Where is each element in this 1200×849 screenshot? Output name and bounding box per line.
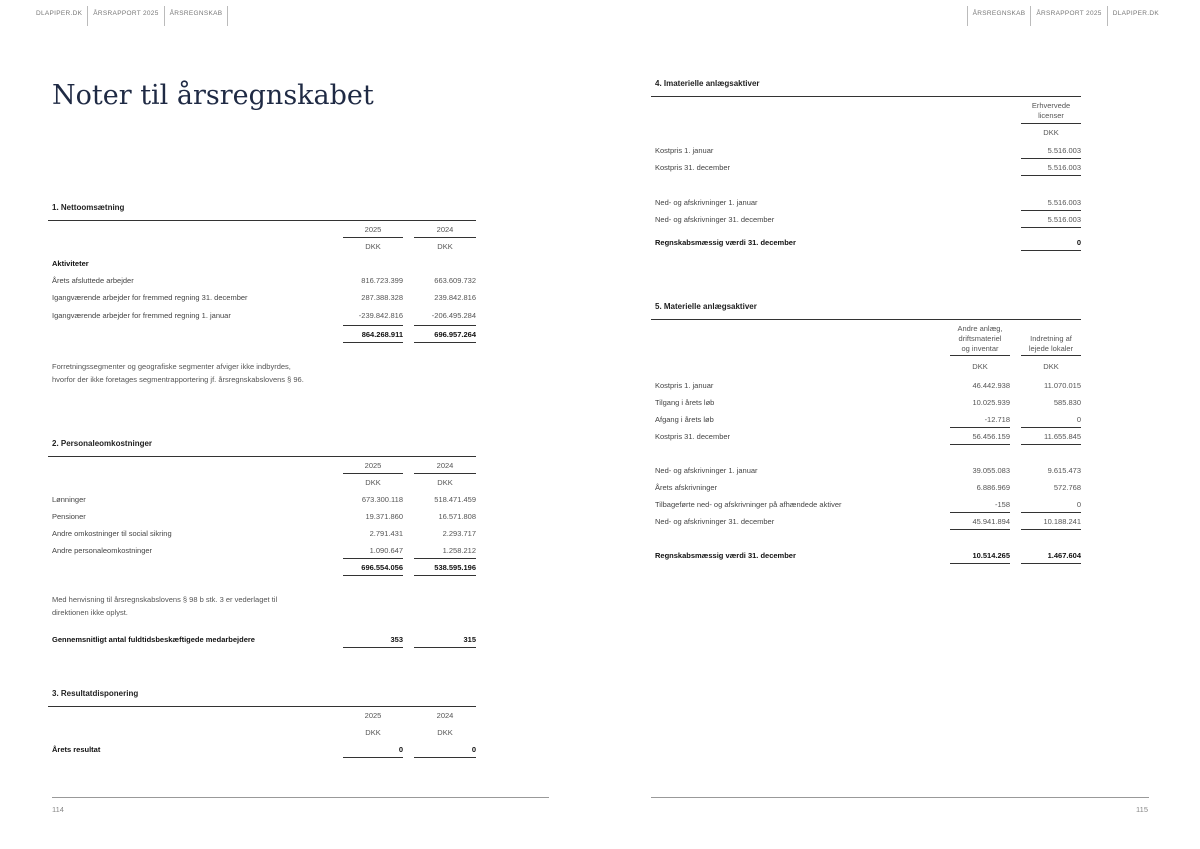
value: 5.516.003 xyxy=(1021,211,1081,228)
group-label: Aktiviteter xyxy=(52,259,89,268)
value: 5.516.003 xyxy=(1021,142,1081,159)
year-header: 2024 xyxy=(436,711,454,720)
note-4-section xyxy=(651,77,1081,251)
total-row xyxy=(48,326,476,343)
value-2025: 673.300.118 xyxy=(361,495,403,504)
row-label: Årets resultat xyxy=(52,745,101,754)
column-header-line: lejede lokaler xyxy=(1028,344,1074,353)
note-2-text xyxy=(52,593,277,619)
spacer-row xyxy=(651,445,1081,462)
spacer-row xyxy=(651,176,1081,194)
column-header xyxy=(950,320,1010,356)
note-1-section xyxy=(48,201,476,343)
row-label: Andre personaleomkostninger xyxy=(52,546,153,555)
value-col1: -12.718 xyxy=(950,411,1010,428)
table-row xyxy=(48,272,476,289)
total-2025: 864.268.911 xyxy=(343,326,403,343)
column-header-line: Andre anlæg, xyxy=(957,324,1003,333)
value-2025: 19.371.860 xyxy=(365,512,403,521)
table-row xyxy=(651,377,1081,394)
value-2025: 2.791.431 xyxy=(369,529,403,538)
group-row xyxy=(48,255,476,272)
table-row xyxy=(651,462,1081,479)
text-line: direktionen ikke oplyst. xyxy=(52,608,128,617)
note-title: 3. Resultatdisponering xyxy=(52,689,139,698)
value-2024: 1.258.212 xyxy=(414,542,476,559)
row-label: Årets afsluttede arbejder xyxy=(52,276,134,285)
row-label: Kostpris 1. januar xyxy=(655,381,714,390)
value-col1: 39.055.083 xyxy=(972,466,1010,475)
footer-divider xyxy=(52,797,549,798)
header-site-link[interactable]: DLAPIPER.DK xyxy=(32,6,88,26)
table-row xyxy=(48,508,476,525)
header-report-label: ÅRSRAPPORT 2025 xyxy=(88,6,164,26)
year-header: 2024 xyxy=(414,221,476,238)
row-label: Ned- og afskrivninger 1. januar xyxy=(655,198,758,207)
value-2024: 0 xyxy=(414,741,476,758)
row-label: Årets afskrivninger xyxy=(655,483,718,492)
table-row xyxy=(651,513,1081,530)
value-2024: 2.293.717 xyxy=(442,529,476,538)
header-section-label: ÅRSREGNSKAB xyxy=(165,6,229,26)
row-label: Ned- og afskrivninger 31. december xyxy=(655,517,775,526)
row-label: Afgang i årets løb xyxy=(655,415,714,424)
year-header: 2025 xyxy=(364,711,382,720)
row-label: Regnskabsmæssig værdi 31. december xyxy=(655,551,796,560)
header-breadcrumb-left xyxy=(32,6,228,26)
value-col2: 11.655.845 xyxy=(1021,428,1081,445)
value-2024: -206.495.284 xyxy=(414,306,476,326)
value-col1: 6.886.969 xyxy=(976,483,1010,492)
employees-row-wrap xyxy=(48,631,476,648)
value-col1: 56.456.159 xyxy=(950,428,1010,445)
note-5-table xyxy=(651,319,1081,564)
text-line: hvorfor der ikke foretages segmentrapportering jf. årsregnskabslovens § 96. xyxy=(52,375,304,384)
row-label: Kostpris 31. december xyxy=(655,432,731,441)
unit-label: DKK xyxy=(437,478,453,487)
row-label: Gennemsnitligt antal fuldtidsbeskæftigede medarbejdere xyxy=(52,635,255,644)
value-2024: 518.471.459 xyxy=(434,495,476,504)
page-number-left: 114 xyxy=(52,805,64,814)
page-title: Noter til årsregnskabet xyxy=(52,80,374,111)
table-row xyxy=(651,496,1081,513)
book-value-row xyxy=(651,228,1081,251)
book-value-row xyxy=(651,547,1081,564)
row-label: Pensioner xyxy=(52,512,86,521)
unit-row xyxy=(651,124,1081,142)
value-col2: 0 xyxy=(1021,496,1081,513)
value-col1: 10.514.265 xyxy=(950,547,1010,564)
column-header-line: licenser xyxy=(1038,111,1064,120)
unit-row xyxy=(48,238,476,255)
employees-row xyxy=(48,631,476,648)
table-row xyxy=(48,491,476,508)
total-row xyxy=(48,559,476,576)
column-header-line: driftsmateriel xyxy=(958,334,1002,343)
note-4-table xyxy=(651,96,1081,251)
unit-label: DKK xyxy=(972,362,988,371)
value-col1: 10.025.939 xyxy=(972,398,1010,407)
column-header xyxy=(1021,97,1081,124)
header-report-label: ÅRSRAPPORT 2025 xyxy=(1031,6,1107,26)
value-col2: 0 xyxy=(1021,411,1081,428)
unit-label: DKK xyxy=(437,242,453,251)
value: 0 xyxy=(1021,228,1081,251)
total-2024: 538.595.196 xyxy=(414,559,476,576)
note-title: 5. Materielle anlægsaktiver xyxy=(655,302,757,311)
table-row xyxy=(48,525,476,542)
value-col1: -158 xyxy=(950,496,1010,513)
row-label: Kostpris 31. december xyxy=(655,163,731,172)
table-row xyxy=(651,428,1081,445)
result-row xyxy=(48,741,476,758)
unit-row xyxy=(651,356,1081,377)
value-2025: 1.090.647 xyxy=(343,542,403,559)
note-title: 2. Personaleomkostninger xyxy=(52,439,153,448)
table-row xyxy=(651,394,1081,411)
spacer-row xyxy=(651,530,1081,547)
unit-label: DKK xyxy=(365,242,381,251)
table-header-row xyxy=(48,707,476,724)
year-header: 2025 xyxy=(343,221,403,238)
column-header-line: Erhvervede xyxy=(1031,101,1071,110)
column-header-line: Indretning af xyxy=(1030,334,1072,343)
value: 5.516.003 xyxy=(1021,194,1081,211)
unit-label: DKK xyxy=(365,478,381,487)
table-row xyxy=(48,289,476,306)
value-col2: 585.830 xyxy=(1053,398,1081,407)
unit-label: DKK xyxy=(1043,128,1059,137)
column-header-line: og inventar xyxy=(961,344,999,353)
value-2025: 287.388.328 xyxy=(361,293,403,302)
table-row xyxy=(651,479,1081,496)
value-col2: 572.768 xyxy=(1053,483,1081,492)
note-1-table xyxy=(48,220,476,343)
header-breadcrumb-right xyxy=(967,6,1164,26)
table-row xyxy=(651,142,1081,159)
year-header: 2025 xyxy=(343,457,403,474)
table-row xyxy=(48,306,476,326)
row-label: Tilbageførte ned- og afskrivninger på afhændede aktiver xyxy=(655,500,842,509)
value: 5.516.003 xyxy=(1021,159,1081,176)
value-col2: 1.467.604 xyxy=(1021,547,1081,564)
unit-row xyxy=(48,474,476,491)
note-2-section xyxy=(48,437,476,576)
row-label: Ned- og afskrivninger 31. december xyxy=(655,215,775,224)
value-2025: 353 xyxy=(343,631,403,648)
header-site-link[interactable]: DLAPIPER.DK xyxy=(1112,10,1159,17)
table-row xyxy=(651,159,1081,176)
value-col2: 9.615.473 xyxy=(1047,466,1081,475)
table-row xyxy=(48,542,476,559)
table-row xyxy=(651,194,1081,211)
row-label: Tilgang i årets løb xyxy=(655,398,715,407)
value-col1: 45.941.894 xyxy=(950,513,1010,530)
year-header: 2024 xyxy=(414,457,476,474)
value-2025: 816.723.399 xyxy=(361,276,403,285)
total-2025: 696.554.056 xyxy=(343,559,403,576)
note-3-section xyxy=(48,687,476,758)
value-2025: 0 xyxy=(343,741,403,758)
value-2024: 239.842.816 xyxy=(434,293,476,302)
unit-label: DKK xyxy=(365,728,381,737)
note-1-text xyxy=(52,360,304,386)
value-2024: 663.609.732 xyxy=(434,276,476,285)
header-section-label: ÅRSREGNSKAB xyxy=(967,6,1032,26)
note-3-table xyxy=(48,706,476,758)
note-5-section xyxy=(651,300,1081,564)
column-header xyxy=(1021,320,1081,356)
text-line: Med henvisning til årsregnskabslovens § 98 b stk. 3 er vederlaget til xyxy=(52,595,278,604)
unit-row xyxy=(48,724,476,741)
page-number-right: 115 xyxy=(1136,805,1148,814)
text-line: Forretningssegmenter og geografiske segmenter afviger ikke indbyrdes, xyxy=(52,362,291,371)
table-header-row xyxy=(48,221,476,238)
table-header-row xyxy=(651,320,1081,356)
total-2024: 696.957.264 xyxy=(414,326,476,343)
row-label: Ned- og afskrivninger 1. januar xyxy=(655,466,758,475)
value-col2: 11.070.015 xyxy=(1044,381,1081,390)
row-label: Kostpris 1. januar xyxy=(655,146,714,155)
row-label: Igangværende arbejder for fremmed regning 1. januar xyxy=(52,311,231,320)
value-col2: 10.188.241 xyxy=(1021,513,1081,530)
note-title: 1. Nettoomsætning xyxy=(52,203,125,212)
row-label: Regnskabsmæssig værdi 31. december xyxy=(655,238,796,247)
row-label: Igangværende arbejder for fremmed regning 31. december xyxy=(52,293,248,302)
footer-divider xyxy=(651,797,1149,798)
value-2025: -239.842.816 xyxy=(343,306,403,326)
value-2024: 315 xyxy=(414,631,476,648)
row-label: Lønninger xyxy=(52,495,86,504)
value-col1: 46.442.938 xyxy=(972,381,1010,390)
unit-label: DKK xyxy=(437,728,453,737)
table-header-row xyxy=(48,457,476,474)
row-label: Andre omkostninger til social sikring xyxy=(52,529,172,538)
table-header-row xyxy=(651,97,1081,124)
unit-label: DKK xyxy=(1043,362,1059,371)
note-title: 4. Imaterielle anlægsaktiver xyxy=(655,79,760,88)
note-2-table xyxy=(48,456,476,576)
table-row xyxy=(651,211,1081,228)
value-2024: 16.571.808 xyxy=(438,512,476,521)
table-row xyxy=(651,411,1081,428)
